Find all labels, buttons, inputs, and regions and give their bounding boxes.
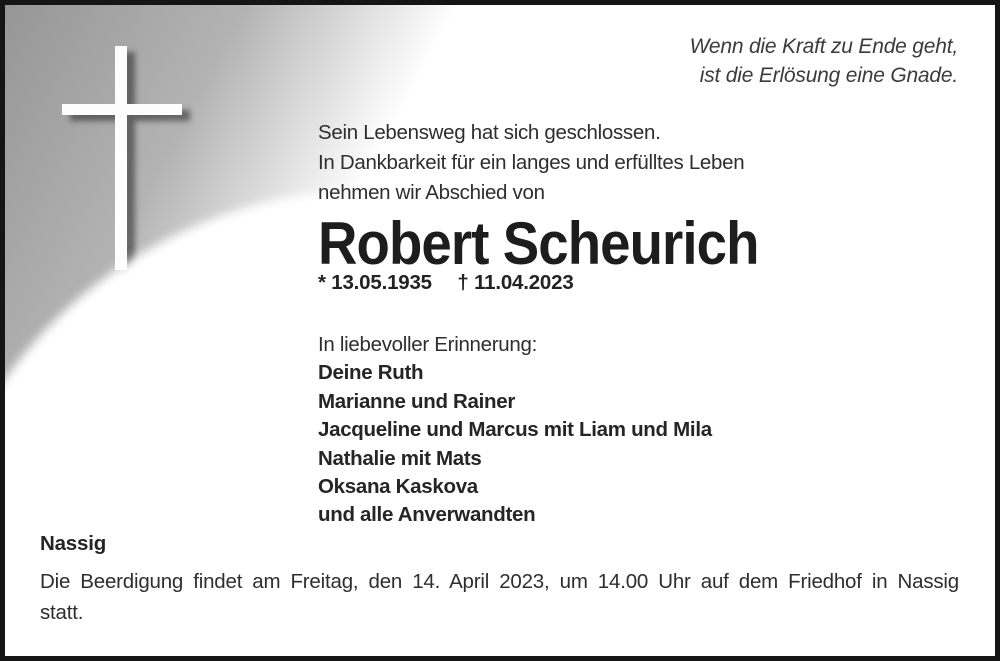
- life-dates: [318, 271, 574, 295]
- funeral-place: Nassig: [40, 532, 107, 555]
- funeral-line-2: statt.: [40, 600, 84, 624]
- intro-text: [318, 118, 744, 208]
- birth-date: * 13.05.1935: [318, 271, 432, 294]
- mourner-name: Deine Ruth: [318, 361, 424, 385]
- mourner-name: Jacqueline und Marcus mit Liam und Mila: [318, 418, 712, 442]
- mourner-name: Oksana Kaskova: [318, 475, 478, 499]
- mourner-name: und alle Anverwandten: [318, 503, 536, 527]
- deceased-name: Robert Scheurich: [318, 210, 759, 277]
- death-date: † 11.04.2023: [457, 271, 574, 294]
- quote-line-1: Wenn die Kraft zu Ende geht,: [689, 35, 958, 58]
- funeral-line-1: Die Beerdigung findet am Freitag, den 14. April 2023, um 14.00 Uhr auf dem Friedhof in Nassig: [40, 570, 959, 593]
- quote-line-2: ist die Erlösung eine Gnade.: [699, 64, 958, 87]
- intro-line-1: Sein Lebensweg hat sich geschlossen.: [318, 121, 661, 144]
- intro-line-3: nehmen wir Abschied von: [318, 181, 545, 204]
- memoriam-label: In liebevoller Erinnerung:: [318, 333, 537, 356]
- mourner-name: Marianne und Rainer: [318, 389, 516, 413]
- funeral-details: [40, 567, 959, 628]
- intro-line-2: In Dankbarkeit für ein langes und erfülltes Leben: [318, 151, 745, 174]
- mourner-name: Nathalie mit Mats: [318, 446, 482, 470]
- epitaph-quote: [690, 32, 958, 90]
- memoriam-section: [318, 331, 712, 530]
